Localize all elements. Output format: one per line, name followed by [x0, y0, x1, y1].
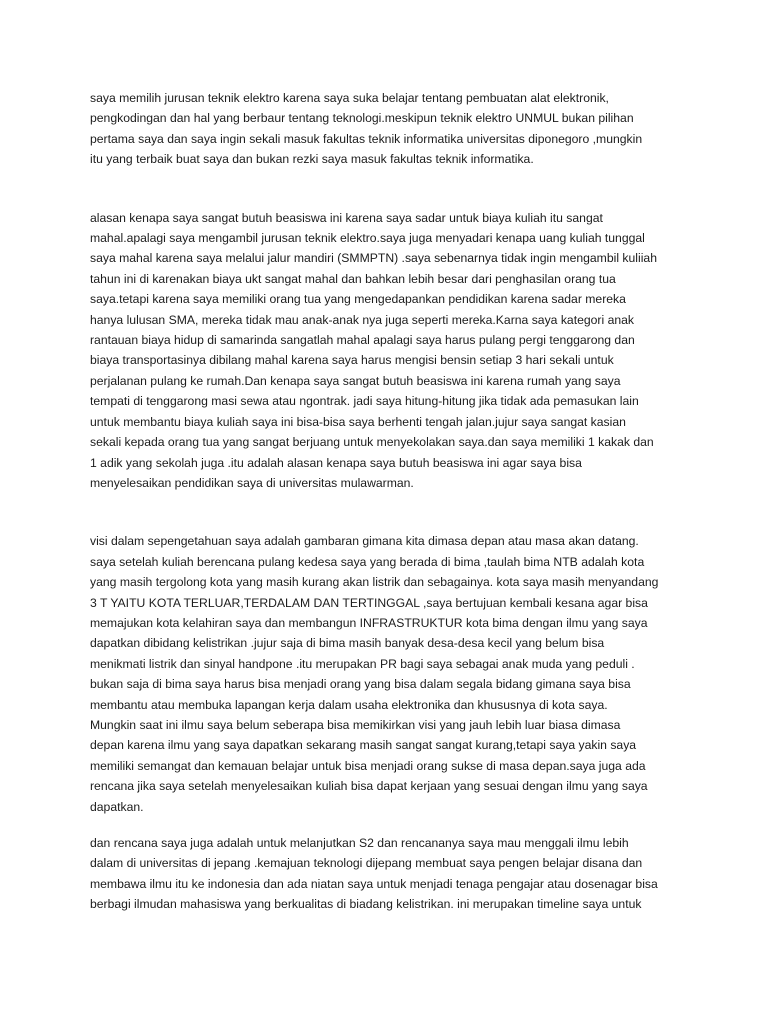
- text-line: rantauan biaya hidup di samarinda sangatlah mahal apalagi saya harus pulang pergi tenggarong dan: [90, 333, 635, 348]
- text-line: membawa ilmu itu ke indonesia dan ada niatan saya untuk menjadi tenaga pengajar atau dosenagar bisa: [90, 876, 658, 891]
- paragraph-vision: [90, 531, 670, 817]
- paragraph-scholarship-reason: [90, 208, 670, 494]
- text-line: tempati di tenggarong masi sewa atau ngontrak. jadi saya hitung-hitung jika tidak ada pemasukan lain: [90, 394, 639, 409]
- document-body: [90, 88, 670, 915]
- text-line: visi dalam sepengetahuan saya adalah gambaran gimana kita dimasa depan atau masa akan datang.: [90, 534, 639, 549]
- text-line: membantu atau membuka lapangan kerja dalam usaha elektronika dan khususnya di kota saya.: [90, 697, 608, 712]
- text-line: berbagi ilmudan mahasiswa yang berkualitas di biadang kelistrikan. ini merupakan timeline saya untuk: [90, 897, 642, 912]
- paragraph-spacer: [90, 170, 670, 208]
- text-line: dapatkan dibidang kelistrikan .jujur saja di bima masih banyak desa-desa kecil yang belum bisa: [90, 636, 605, 651]
- text-line: tahun ini di karenakan biaya ukt sangat mahal dan bahkan lebih besar dari penghasilan orang tua: [90, 271, 616, 286]
- text-line: 3 T YAITU KOTA TERLUAR,TERDALAM DAN TERTINGGAL ,saya bertujuan kembali kesana agar bisa: [90, 595, 648, 610]
- text-line: mahal.apalagi saya mengambil jurusan teknik elektro.saya juga menyadari kenapa uang kuliah tunggal: [90, 231, 645, 246]
- text-line: dapatkan.: [90, 799, 144, 814]
- text-line: dan rencana saya juga adalah untuk melanjutkan S2 dan rencananya saya mau menggali ilmu lebih: [90, 836, 629, 850]
- text-line: pertama saya dan saya ingin sekali masuk fakultas teknik informatika universitas diponegoro ,mungkin: [90, 131, 643, 146]
- text-line: itu yang terbaik buat saya dan bukan rezki saya masuk fakultas teknik informatika.: [90, 152, 534, 167]
- text-line: biaya transportasinya dibilang mahal karena saya harus mengisi bensin setiap 3 hari sekali untuk: [90, 353, 614, 368]
- paragraph-major-choice: [90, 88, 670, 170]
- text-line: 1 adik yang sekolah juga .itu adalah alasan kenapa saya butuh beasiswa ini agar saya bisa: [90, 455, 582, 470]
- text-line: rencana jika saya setelah menyelesaikan kuliah bisa dapat kerjaan yang sesuai dengan ilmu yang saya: [90, 779, 648, 794]
- text-line: Mungkin saat ini ilmu saya belum seberapa bisa memikirkan visi yang jauh lebih luar biasa dimasa: [90, 717, 621, 732]
- text-line: menyelesaikan pendidikan saya di universitas mulawarman.: [90, 475, 414, 490]
- paragraph-spacer: [90, 817, 670, 833]
- text-line: alasan kenapa saya sangat butuh beasiswa ini karena saya sadar untuk biaya kuliah itu sangat: [90, 210, 603, 225]
- text-line: pengkodingan dan hal yang berbaur tentang teknologi.meskipun teknik elektro UNMUL bukan pilihan: [90, 111, 634, 126]
- paragraph-spacer: [90, 493, 670, 531]
- text-line: menikmati listrik dan sinyal handpone .itu merupakan PR bagi saya sebagai anak muda yang peduli .: [90, 656, 635, 671]
- paragraph-plans: [90, 833, 670, 915]
- text-line: perjalanan pulang ke rumah.Dan kenapa saya sangat butuh beasiswa ini karena rumah yang saya: [90, 373, 621, 388]
- text-line: untuk membantu biaya kuliah saya ini bisa-bisa saya berhenti tengah jalan.jujur saya sangat kasian: [90, 414, 626, 429]
- text-line: saya setelah kuliah berencana pulang kedesa saya yang berada di bima ,taulah bima NTB adalah kota: [90, 554, 645, 569]
- text-line: saya memilih jurusan teknik elektro karena saya suka belajar tentang pembuatan alat elektronik,: [90, 91, 609, 105]
- text-line: hanya lulusan SMA, mereka tidak mau anak-anak nya juga seperti mereka.Karna saya kategori anak: [90, 312, 634, 327]
- text-line: depan karena ilmu yang saya dapatkan sekarang masih sangat sangat kurang,tetapi saya yakin saya: [90, 738, 637, 753]
- text-line: yang masih tergolong kota yang masih kurang akan listrik dan sebagainya. kota saya masih menyandang: [90, 575, 659, 590]
- text-line: memajukan kota kelahiran saya dan membangun INFRASTRUKTUR kota bima dengan ilmu yang saya: [90, 615, 648, 630]
- text-line: memiliki semangat dan kemauan belajar untuk bisa menjadi orang sukse di masa depan.saya juga ada: [90, 758, 646, 773]
- text-line: dalam di universitas di jepang .kemajuan teknologi dijepang membuat saya pengen belajar disana dan: [90, 856, 643, 871]
- text-line: bukan saja di bima saya harus bisa menjadi orang yang bisa dalam segala bidang gimana saya bisa: [90, 677, 631, 692]
- text-line: sekali kepada orang tua yang sangat berjuang untuk menyekolakan saya.dan saya memiliki 1 kakak dan: [90, 435, 654, 450]
- text-line: saya mahal karena saya melalui jalur mandiri (SMMPTN) .saya sebenarnya tidak ingin mengambil kuliiah: [90, 251, 657, 266]
- text-line: saya.tetapi karena saya memiliki orang tua yang mengedapankan pendidikan karena sadar mereka: [90, 292, 626, 307]
